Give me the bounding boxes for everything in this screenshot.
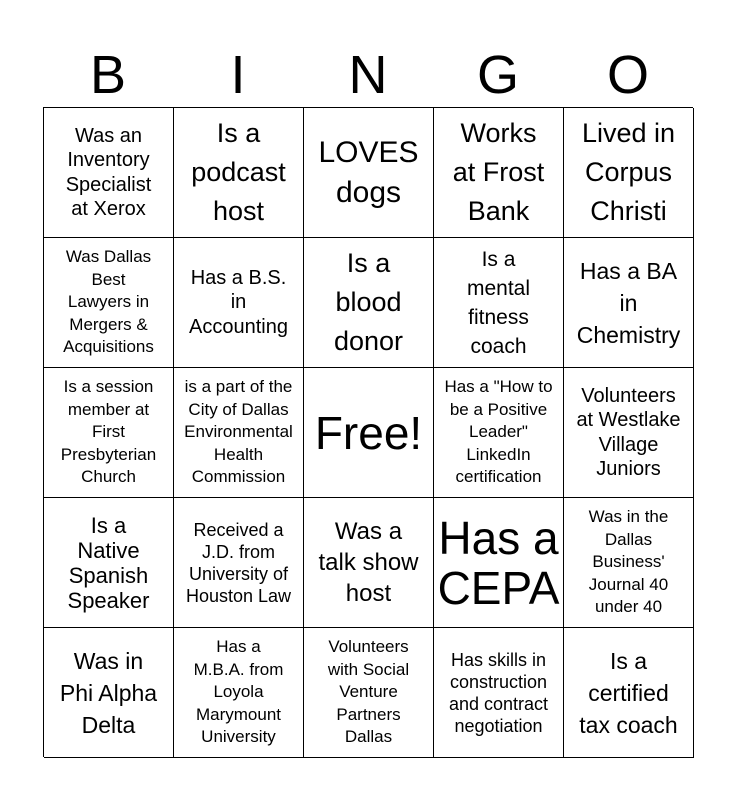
bingo-cell[interactable] bbox=[304, 108, 434, 238]
bingo-cell[interactable] bbox=[564, 628, 694, 758]
cell-text: Has a M.B.A. from Loyola Marymount University bbox=[193, 637, 284, 747]
cell-text: Has a "How to be a Positive Leader" LinkedIn certification bbox=[444, 377, 553, 487]
cell-text: Was a talk show host bbox=[318, 518, 419, 607]
bingo-cell[interactable] bbox=[174, 628, 304, 758]
bingo-cell[interactable] bbox=[434, 498, 564, 628]
cell-text: Was Dallas Best Lawyers in Mergers & Acquisitions bbox=[63, 247, 154, 357]
bingo-cell[interactable] bbox=[44, 238, 174, 368]
cell-text: Has a B.S. in Accounting bbox=[189, 266, 288, 338]
bingo-cell[interactable] bbox=[44, 498, 174, 628]
cell-text: Is a session member at First Presbyterian Church bbox=[60, 377, 157, 487]
cell-text: Has a BA in Chemistry bbox=[576, 257, 681, 348]
bingo-cell[interactable] bbox=[174, 368, 304, 498]
bingo-header bbox=[43, 44, 693, 106]
bingo-cell[interactable] bbox=[564, 108, 694, 238]
bingo-cell[interactable] bbox=[44, 108, 174, 238]
header-letter-o: O bbox=[606, 45, 649, 105]
bingo-cell[interactable] bbox=[434, 628, 564, 758]
free-space-text: Free! bbox=[314, 406, 423, 459]
bingo-board bbox=[43, 107, 693, 757]
bingo-cell[interactable] bbox=[174, 108, 304, 238]
bingo-cell[interactable] bbox=[174, 238, 304, 368]
cell-text: Is a Native Spanish Speaker bbox=[67, 512, 150, 613]
bingo-cell[interactable] bbox=[564, 368, 694, 498]
cell-text: Was in Phi Alpha Delta bbox=[59, 647, 158, 738]
bingo-cell[interactable] bbox=[44, 368, 174, 498]
header-letter-g: G bbox=[476, 45, 519, 105]
bingo-cell[interactable] bbox=[44, 628, 174, 758]
cell-text: Is a certified tax coach bbox=[579, 647, 678, 738]
bingo-cell[interactable] bbox=[564, 238, 694, 368]
cell-text: LOVES dogs bbox=[318, 135, 419, 209]
cell-text: Was an Inventory Specialist at Xerox bbox=[65, 124, 152, 220]
free-space-cell[interactable] bbox=[304, 368, 434, 498]
bingo-cell[interactable] bbox=[434, 108, 564, 238]
cell-text: Is a podcast host bbox=[191, 118, 286, 226]
cell-text: is a part of the City of Dallas Environmental Health Commission bbox=[184, 377, 293, 487]
bingo-cell[interactable] bbox=[304, 498, 434, 628]
cell-text: Received a J.D. from University of Houston Law bbox=[185, 519, 292, 606]
cell-text: Volunteers at Westlake Village Juniors bbox=[576, 384, 681, 480]
header-letter-n: N bbox=[348, 45, 388, 105]
bingo-cell[interactable] bbox=[434, 368, 564, 498]
cell-text: Has skills in construction and contract negotiation bbox=[448, 649, 549, 736]
header-letter-b: B bbox=[89, 45, 127, 105]
cell-text: Works at Frost Bank bbox=[452, 118, 545, 226]
bingo-cell[interactable] bbox=[304, 238, 434, 368]
bingo-cell[interactable] bbox=[564, 498, 694, 628]
cell-text: Was in the Dallas Business' Journal 40 under 40 bbox=[588, 507, 669, 617]
bingo-cell[interactable] bbox=[434, 238, 564, 368]
bingo-cell[interactable] bbox=[304, 628, 434, 758]
cell-text: Is a mental fitness coach bbox=[466, 247, 531, 358]
cell-text: Has a CEPA bbox=[437, 511, 560, 614]
header-letter-i: I bbox=[230, 45, 246, 105]
cell-text: Lived in Corpus Christi bbox=[581, 118, 676, 226]
bingo-cell[interactable] bbox=[174, 498, 304, 628]
cell-text: Is a blood donor bbox=[333, 248, 404, 356]
cell-text: Volunteers with Social Venture Partners Dallas bbox=[327, 637, 410, 747]
